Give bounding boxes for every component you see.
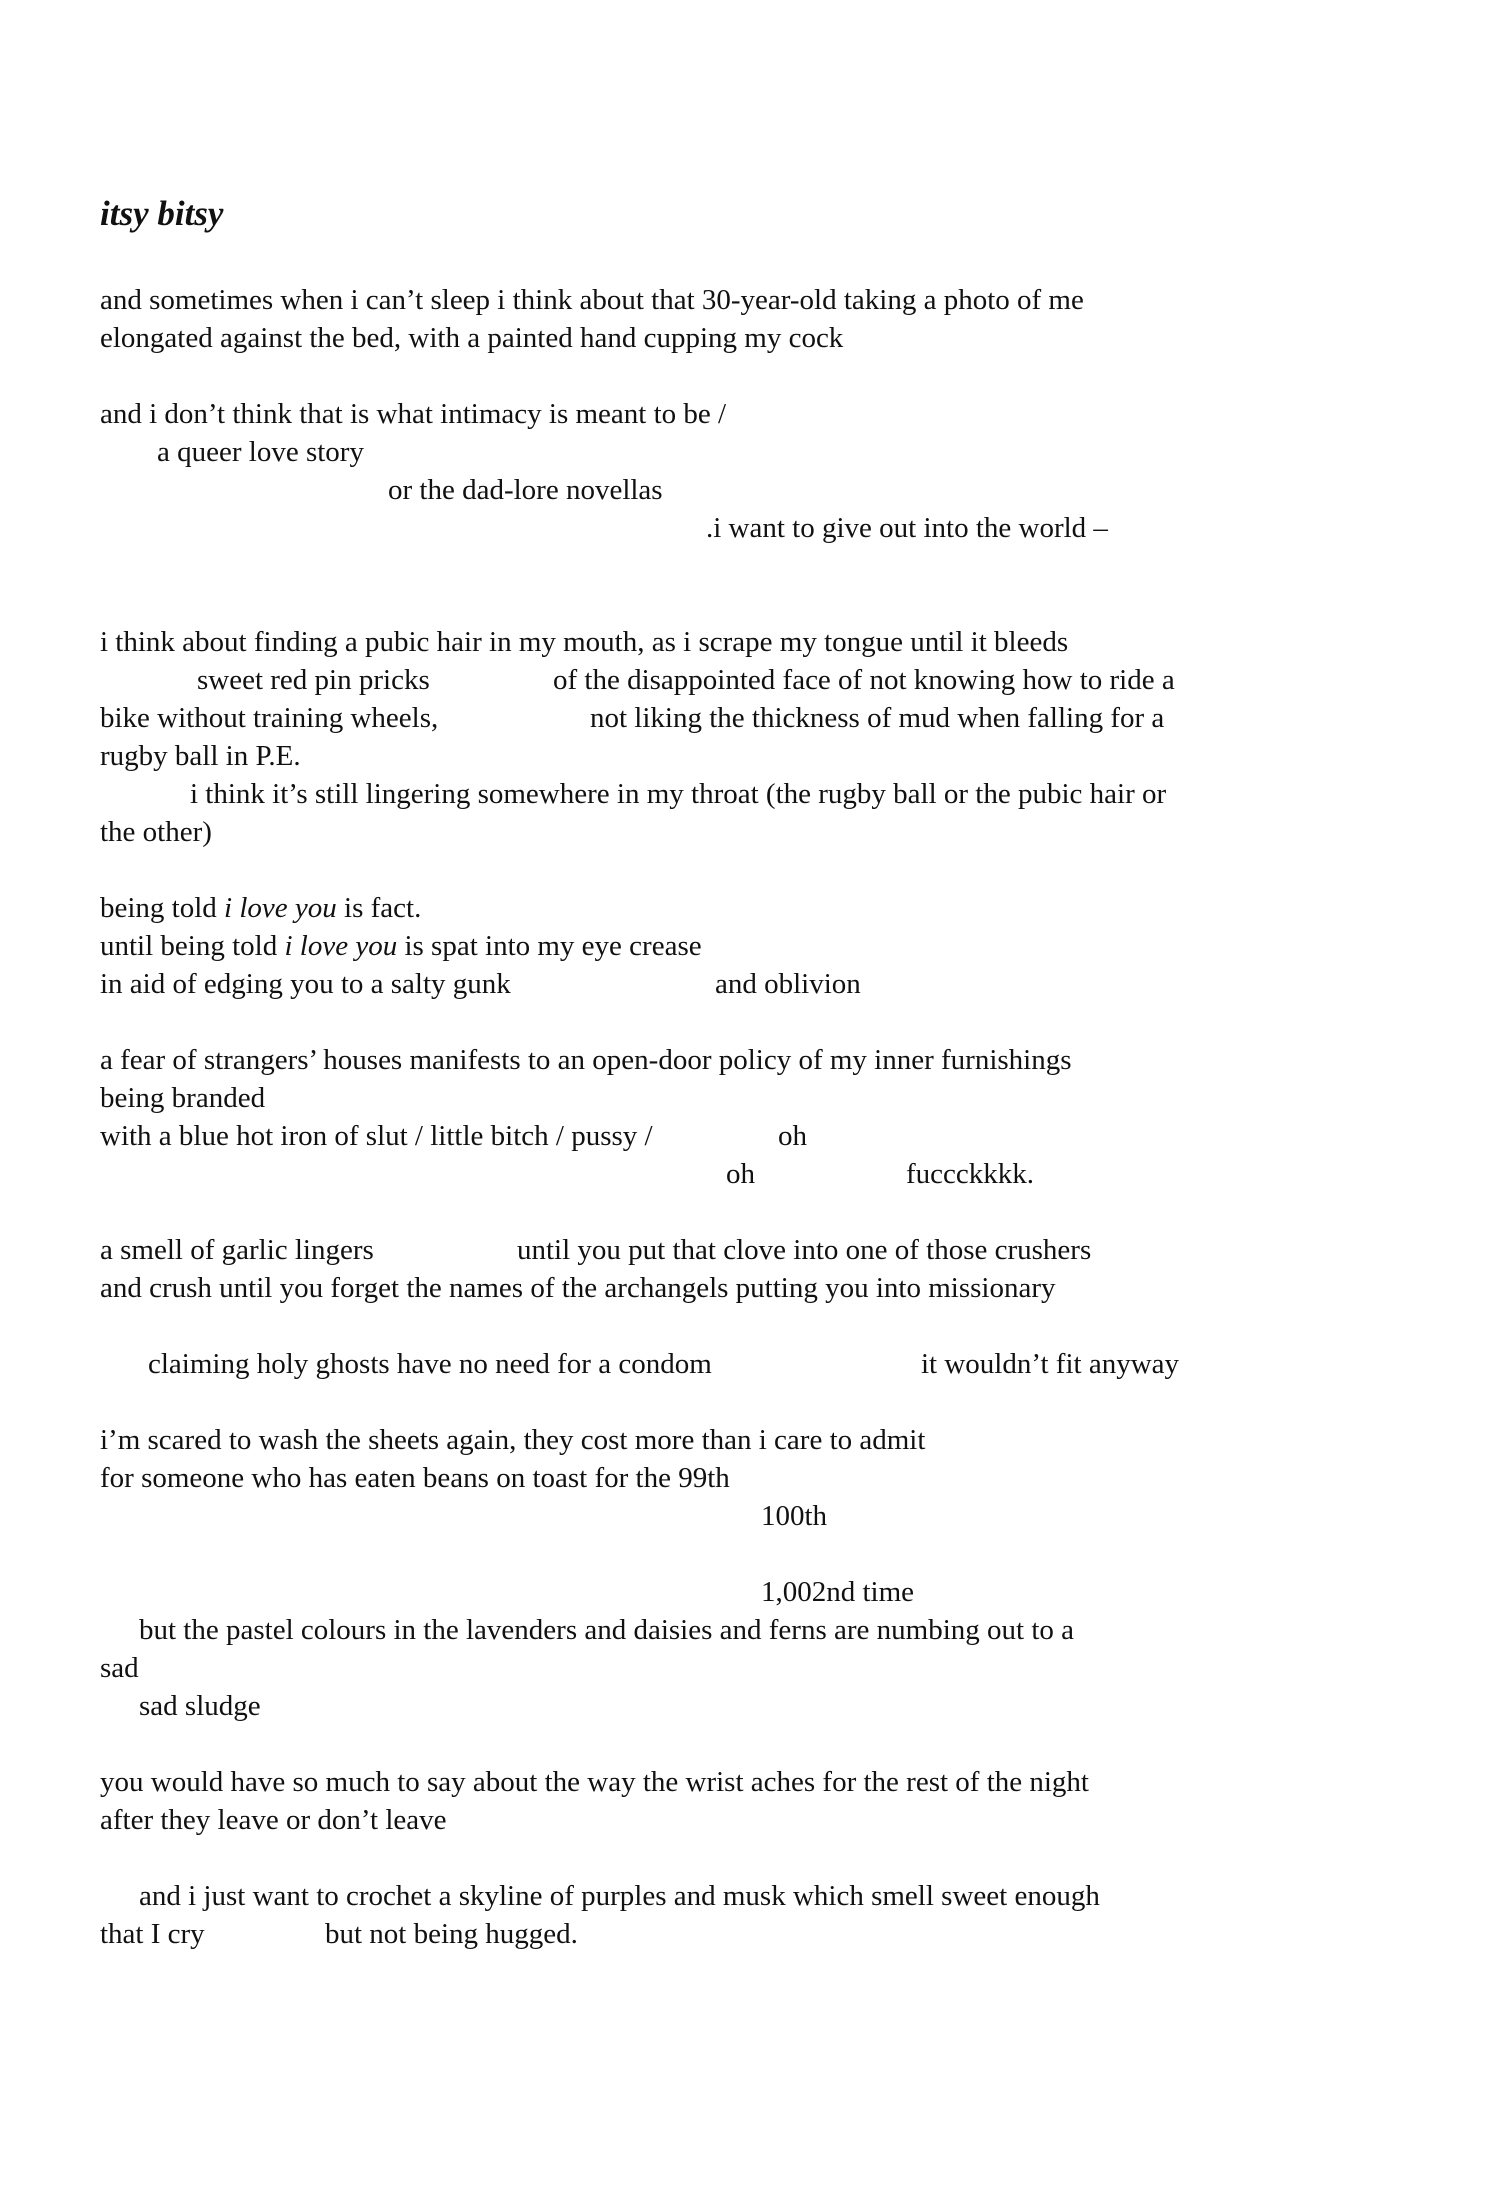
poem-line-segment: oh	[726, 1158, 755, 1190]
poem-line: elongated against the bed, with a painted hand cupping my cock	[100, 322, 844, 354]
poem-line-segment: not liking the thickness of mud when falling for a	[590, 702, 1165, 734]
poem-line-segment: fuccckkkk.	[906, 1158, 1035, 1190]
poem-line: and i don’t think that is what intimacy is meant to be /	[100, 398, 727, 430]
poem-line: after they leave or don’t leave	[100, 1804, 447, 1836]
poem-emphasis: i love you	[224, 892, 337, 924]
poem-line-segment: it wouldn’t fit anyway	[921, 1348, 1180, 1380]
poem-line: a queer love story	[157, 436, 364, 468]
poem-line: the other)	[100, 816, 212, 848]
poem-line: rugby ball in P.E.	[100, 740, 301, 772]
poem-line-segment: that I cry	[100, 1918, 205, 1950]
poem-line-segment: until you put that clove into one of those crushers	[517, 1234, 1092, 1266]
poem-text: is fact.	[336, 892, 422, 924]
poem-line: being branded	[100, 1082, 266, 1114]
poem-line-segment: and oblivion	[715, 968, 861, 1000]
poem-line: or the dad-lore novellas	[388, 474, 663, 506]
poem-line	[100, 932, 702, 961]
poem-line-segment: in aid of edging you to a salty gunk	[100, 968, 511, 1000]
poem-line-segment: but not being hugged.	[325, 1918, 578, 1950]
poem-line-segment: claiming holy ghosts have no need for a condom	[148, 1348, 712, 1380]
poem-line-segment: bike without training wheels,	[100, 702, 439, 734]
poem-line: sad	[100, 1652, 139, 1684]
poem-line: i think it’s still lingering somewhere in my throat (the rugby ball or the pubic hair or	[190, 778, 1167, 810]
poem-line-segment: oh	[778, 1120, 807, 1152]
poem-text: until being told	[100, 930, 285, 962]
poem-line: sad sludge	[139, 1690, 261, 1722]
poem-line-segment: of the disappointed face of not knowing how to ride a	[553, 664, 1175, 696]
poem-line: 1,002nd time	[761, 1576, 915, 1608]
poem-line: for someone who has eaten beans on toast for the 99th	[100, 1462, 730, 1494]
poem-text: is spat into my eye crease	[397, 930, 702, 962]
poem-line: but the pastel colours in the lavenders and daisies and ferns are numbing out to a	[139, 1614, 1074, 1646]
poem-line: a fear of strangers’ houses manifests to an open-door policy of my inner furnishings	[100, 1044, 1072, 1076]
poem-line: and crush until you forget the names of the archangels putting you into missionary	[100, 1272, 1056, 1304]
poem-line	[100, 894, 421, 923]
poem-line: and i just want to crochet a skyline of purples and musk which smell sweet enough	[139, 1880, 1100, 1912]
poem-line-segment: sweet red pin pricks	[197, 664, 430, 696]
poem-title: itsy bitsy	[100, 194, 224, 233]
poem-line: you would have so much to say about the way the wrist aches for the rest of the night	[100, 1766, 1089, 1798]
poem-line: and sometimes when i can’t sleep i think about that 30-year-old taking a photo of me	[100, 284, 1084, 316]
poem-line: .i want to give out into the world –	[706, 512, 1108, 544]
poem-emphasis: i love you	[284, 930, 398, 962]
poem-line: i think about finding a pubic hair in my mouth, as i scrape my tongue until it bleeds	[100, 626, 1069, 658]
poem-line-segment: with a blue hot iron of slut / little bitch / pussy /	[100, 1120, 653, 1152]
poem-line-segment: a smell of garlic lingers	[100, 1234, 374, 1266]
poem-line: i’m scared to wash the sheets again, they cost more than i care to admit	[100, 1424, 926, 1456]
poem-line: 100th	[761, 1500, 828, 1532]
poem-text: being told	[100, 892, 225, 924]
